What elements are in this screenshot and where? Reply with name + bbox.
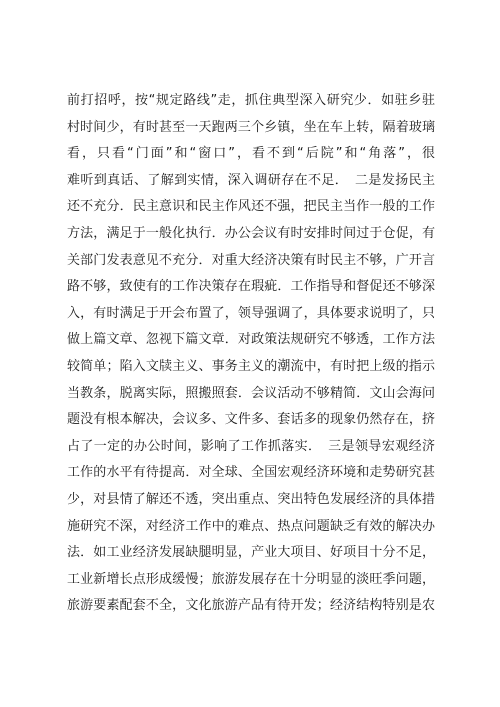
text-line: 关部门发表意见不充分．对重大经济决策有时民主不够，广开言	[67, 252, 435, 268]
text-line: 入，有时满足于开会布置了，领导强调了，具体要求说明了，只	[67, 305, 435, 321]
text-line: 题没有根本解决，会议多、文件多、套话多的现象仍然存在，挤	[67, 412, 435, 428]
text-line: 前打招呼，按“规定路线”走，抓住典型深入研究少．如驻乡驻	[67, 93, 435, 108]
text-line: 工业新增长点形成缓慢；旅游发展存在十分明显的淡旺季问题，	[67, 571, 435, 587]
text-line: 法．如工业经济发展缺腿明显，产业大项目、好项目十分不足，	[67, 545, 435, 561]
text-line: 较简单；陷入文牍主义、事务主义的潮流中，有时把上级的指示	[67, 358, 435, 374]
text-line: 少，对县情了解还不透，突出重点、突出特色发展经济的具体措	[67, 491, 435, 507]
text-line: 做上篇文章、忽视下篇文章．对政策法规研究不够透，工作方法	[67, 332, 435, 348]
text-line: 当教条，脱离实际，照搬照套．会议活动不够精简．文山会海问	[67, 385, 435, 401]
text-line: 还不充分．民主意识和民主作风还不强，把民主当作一般的工作	[67, 199, 435, 215]
text-line: 工作的水平有待提高．对全球、全国宏观经济环境和走势研究甚	[67, 465, 435, 481]
body-text	[67, 88, 435, 620]
text-line: 难听到真话、了解到实情，深入调研存在不足． 二是发扬民主	[67, 172, 435, 188]
text-line: 占了一定的办公时间，影响了工作抓落实． 三是领导宏观经济	[67, 438, 435, 454]
text-line: 看，只看“门面”和“窗口”，看不到“后院”和“角落”，很	[67, 146, 435, 162]
text-line: 村时间少，有时甚至一天跑两三个乡镇，坐在车上转，隔着玻璃	[67, 119, 435, 135]
text-line: 旅游要素配套不全，文化旅游产品有待开发；经济结构特别是农	[67, 598, 435, 614]
text-line: 施研究不深，对经济工作中的难点、热点问题缺乏有效的解决办	[67, 518, 435, 534]
text-line: 路不够，致使有的工作决策存在瑕疵．工作指导和督促还不够深	[67, 279, 435, 295]
text-line: 方法，满足于一般化执行．办公会议有时安排时间过于仓促，有	[67, 225, 435, 241]
